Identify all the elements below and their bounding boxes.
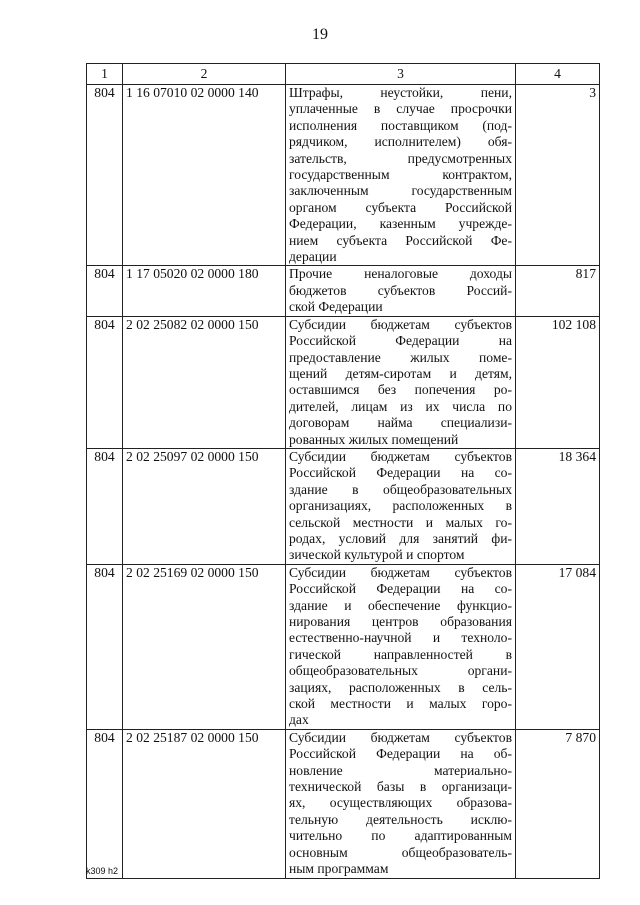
description-line: зической культурой и спортом	[289, 547, 465, 563]
revenue-code-cell: 2 02 25097 02 0000 150	[123, 448, 286, 564]
description-line: сельской местности и малых го-	[289, 514, 512, 530]
revenue-table	[86, 63, 600, 879]
description-line: рованных жилых помещений	[289, 431, 459, 447]
description-line: Субсидии бюджетам субъектов	[289, 564, 512, 580]
table-body	[87, 85, 600, 879]
description-line: Российской Федерации на	[289, 333, 512, 349]
description-cell	[286, 266, 516, 316]
description-line: бюджетов субъектов Россий-	[289, 282, 512, 298]
revenue-code-cell: 2 02 25082 02 0000 150	[123, 316, 286, 448]
description-line: Федерации, казенным учрежде-	[289, 216, 512, 232]
description-line: Прочие неналоговые доходы	[289, 266, 512, 282]
description-line: уплаченные в случае просрочки	[289, 101, 512, 117]
footer-code: k309 h2	[86, 866, 119, 876]
admin-code-cell: 804	[87, 448, 123, 564]
description-line: здание и обеспечение функцио-	[289, 597, 512, 613]
description-cell	[286, 85, 516, 266]
description-line: органом субъекта Российской	[289, 199, 512, 215]
description-line: новление материально-	[289, 762, 512, 778]
description-line: Субсидии бюджетам субъектов	[289, 729, 512, 745]
description-line: Российской Федерации на об-	[289, 746, 512, 762]
description-line: дителей, лицам из их числа по	[289, 398, 512, 414]
description-cell	[286, 729, 516, 878]
description-line: государственным контрактом,	[289, 167, 512, 183]
description-line: Российской Федерации на со-	[289, 465, 512, 481]
admin-code-cell: 804	[87, 564, 123, 729]
description-line: рядчиком, исполнителем) обя-	[289, 134, 512, 150]
amount-cell: 102 108	[516, 316, 600, 448]
description-line: договорам найма специализи-	[289, 415, 512, 431]
description-line: гической направленностей в	[289, 646, 512, 662]
admin-code-cell: 804	[87, 316, 123, 448]
description-line: нием субъекта Российской Фе-	[289, 232, 512, 248]
amount-cell: 3	[516, 85, 600, 266]
description-line: оставшимся без попечения ро-	[289, 382, 512, 398]
revenue-code-cell: 1 17 05020 02 0000 180	[123, 266, 286, 316]
description-line: ным программам	[289, 861, 389, 877]
description-line: родах, условий для занятий фи-	[289, 530, 512, 546]
description-line: ской местности и малых горо-	[289, 696, 512, 712]
amount-cell: 817	[516, 266, 600, 316]
description-cell	[286, 448, 516, 564]
description-line: тельную деятельность исклю-	[289, 811, 512, 827]
description-line: исполнения поставщиком (под-	[289, 117, 512, 133]
description-cell	[286, 564, 516, 729]
description-line: щений детям-сиротам и детям,	[289, 365, 512, 381]
table-row	[87, 729, 600, 878]
description-line: ской Федерации	[289, 299, 383, 315]
description-line: зациях, расположенных в сель-	[289, 679, 512, 695]
table-row	[87, 564, 600, 729]
amount-cell: 7 870	[516, 729, 600, 878]
admin-code-cell: 804	[87, 266, 123, 316]
table-row	[87, 266, 600, 316]
description-line: Штрафы, неустойки, пени,	[289, 85, 512, 100]
admin-code-cell: 804	[87, 85, 123, 266]
description-line: технической базы в организаци-	[289, 779, 512, 795]
revenue-code-cell: 2 02 25169 02 0000 150	[123, 564, 286, 729]
description-cell	[286, 316, 516, 448]
description-line: организациях, расположенных в	[289, 498, 512, 514]
description-line: чительно по адаптированным	[289, 828, 512, 844]
description-line: нирования центров образования	[289, 614, 512, 629]
column-header-2: 2	[123, 64, 286, 85]
revenue-code-cell: 2 02 25187 02 0000 150	[123, 729, 286, 878]
column-header-3: 3	[286, 64, 516, 85]
table-row	[87, 316, 600, 448]
description-line: ях, осуществляющих образова-	[289, 795, 512, 811]
page-number: 19	[312, 26, 328, 43]
table-row	[87, 85, 600, 266]
description-line: предоставление жилых поме-	[289, 349, 512, 365]
description-line: основным общеобразователь-	[289, 844, 512, 860]
description-line: Субсидии бюджетам субъектов	[289, 316, 512, 332]
description-line: Российской Федерации на со-	[289, 581, 512, 597]
table-row	[87, 448, 600, 564]
description-line: дерации	[289, 249, 337, 265]
description-line: заключенным государственным	[289, 183, 512, 199]
description-line: естественно-научной и техноло-	[289, 630, 512, 646]
amount-cell: 18 364	[516, 448, 600, 564]
description-line: Субсидии бюджетам субъектов	[289, 448, 512, 464]
column-header-4: 4	[516, 64, 600, 85]
admin-code-cell: 804	[87, 729, 123, 878]
description-line: общеобразовательных органи-	[289, 663, 512, 679]
revenue-code-cell: 1 16 07010 02 0000 140	[123, 85, 286, 266]
amount-cell: 17 084	[516, 564, 600, 729]
description-line: здание в общеобразовательных	[289, 481, 512, 497]
description-line: дах	[289, 712, 309, 728]
column-header-1: 1	[87, 64, 123, 85]
table-header-row	[87, 64, 600, 85]
description-line: зательств, предусмотренных	[289, 150, 512, 166]
